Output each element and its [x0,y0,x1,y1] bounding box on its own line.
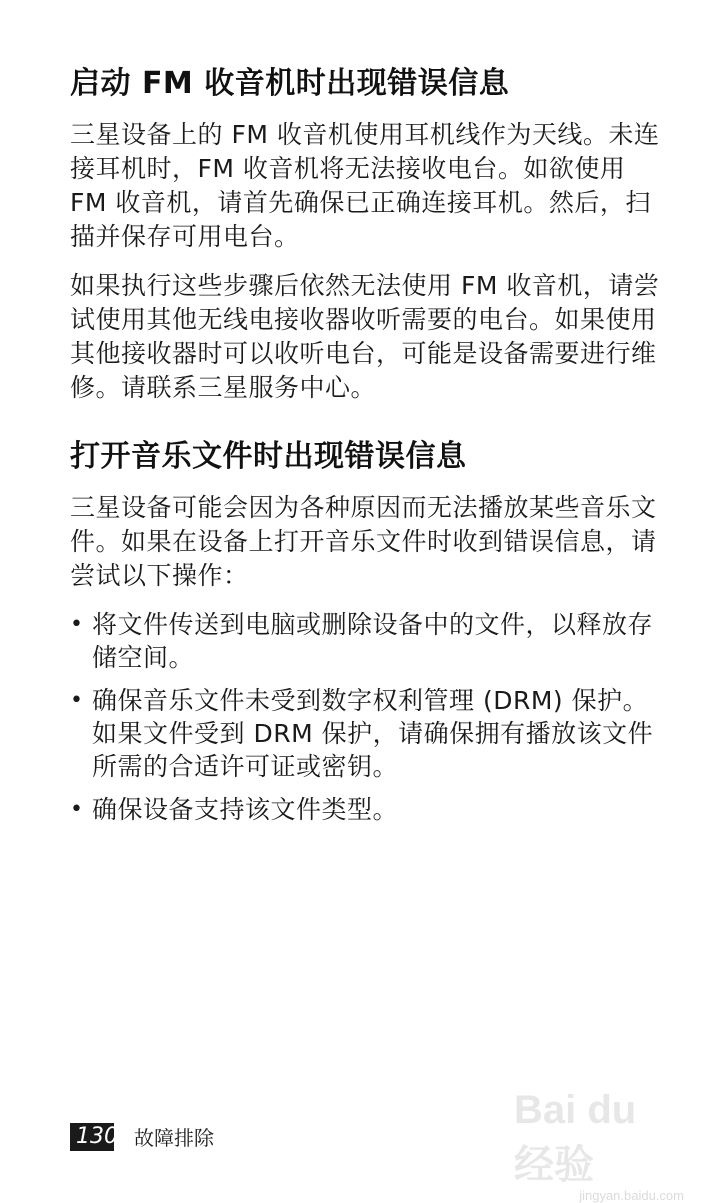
chapter-title: 故障排除 [134,1126,214,1150]
list-item-text: 确保设备支持该文件类型。 [92,795,399,824]
troubleshoot-list [70,608,670,826]
music-file-intro: 三星设备可能会因为各种原因而无法播放某些音乐文件。如果在设备上打开音乐文件时收到错误信息，请尝试以下操作： [70,493,657,590]
list-item [70,684,670,783]
fm-radio-heading: 启动 FM 收音机时出现错误信息 [70,66,510,101]
page-footer [70,1122,214,1151]
bullet-icon: • [70,797,84,822]
list-item-text: 将文件传送到电脑或删除设备中的文件，以释放存储空间。 [92,610,654,672]
list-item [70,608,670,674]
music-file-heading: 打开音乐文件时出现错误信息 [70,439,467,474]
bullet-icon: • [70,688,84,713]
music-file-section [70,433,670,826]
fm-radio-section [70,60,670,405]
watermark-url: jingyan.baidu.com [579,1188,684,1203]
page-number: 130 [70,1123,114,1151]
page-content [70,60,670,836]
bullet-icon: • [70,612,84,637]
list-item [70,793,670,826]
baidu-watermark [514,1088,684,1203]
fm-radio-paragraph-1: 三星设备上的 FM 收音机使用耳机线作为天线。未连接耳机时，FM 收音机将无法接收电台。如欲使用 FM 收音机，请首先确保已正确连接耳机。然后，扫描并保存可用电台。 [70,120,660,251]
list-item-text: 确保音乐文件未受到数字权利管理 (DRM) 保护。如果文件受到 DRM 保护，请确保拥有播放该文件所需的合适许可证或密钥。 [92,686,654,781]
fm-radio-paragraph-2: 如果执行这些步骤后依然无法使用 FM 收音机，请尝试使用其他无线电接收器收听需要的电台。如果使用其他接收器时可以收听电台，可能是设备需要进行维修。请联系三星服务中心。 [70,271,660,402]
watermark-logo: Bai du 经验 [514,1088,637,1187]
